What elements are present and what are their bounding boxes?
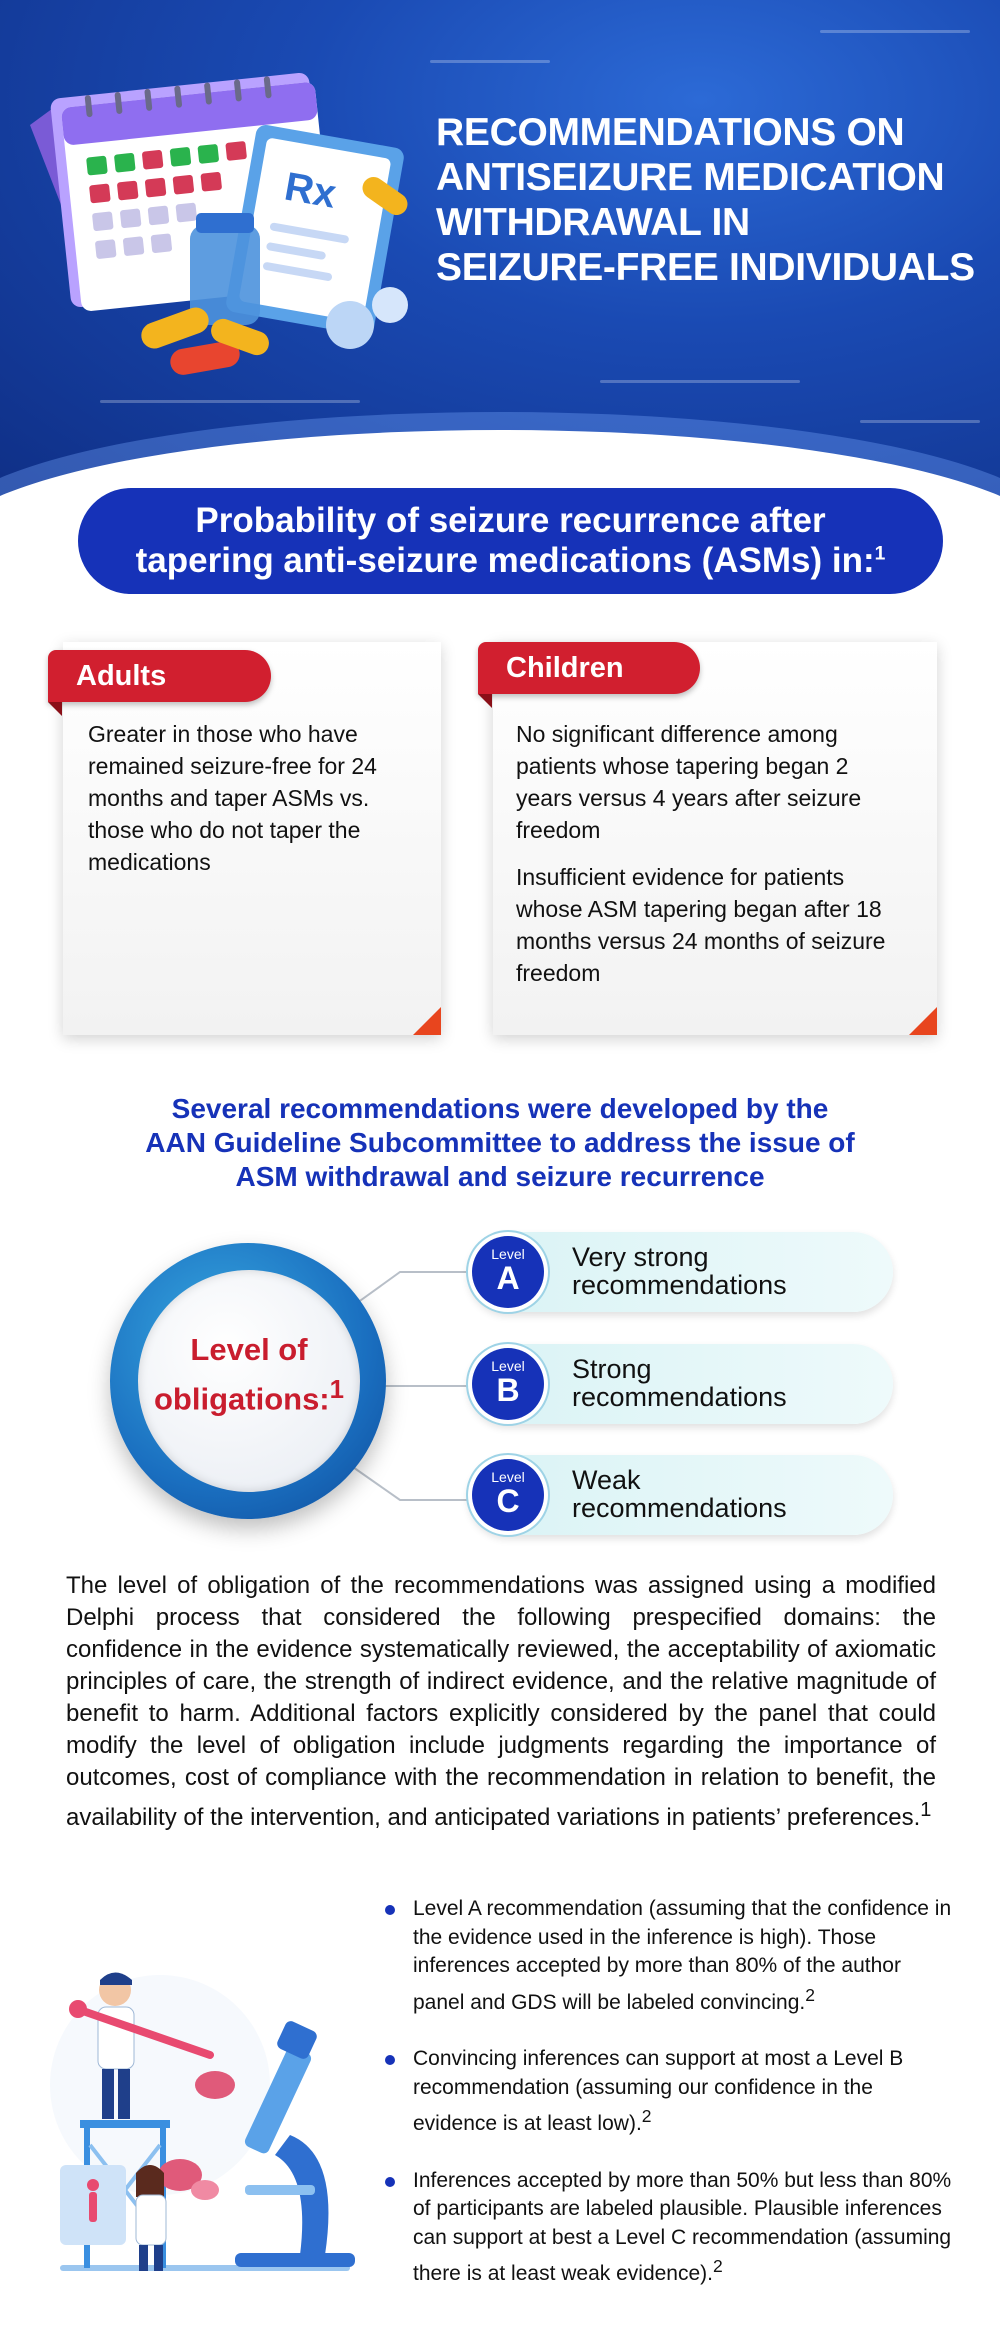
children-card-text: No significant difference among patients whose tapering began 2 years versus 4 years after seizure freedom Insufficient evidence for patients whose ASM tapering began after 18 months versus 24 months of seizure freedom — [516, 721, 886, 986]
header-banner — [0, 0, 1000, 500]
level-c-card — [468, 1455, 893, 1535]
level-b-text: Strong recommendations — [572, 1354, 787, 1412]
level-c-text: Weak recommendations — [572, 1465, 787, 1523]
footnote-ref: 2 — [713, 2256, 723, 2276]
footnote-ref: 2 — [641, 2106, 652, 2126]
title-line: ANTISEIZURE MEDICATION — [436, 156, 945, 199]
calendar-pills-illustration — [20, 55, 440, 375]
footnote-ref: 1 — [874, 543, 886, 565]
scientist-woman-icon — [136, 2165, 166, 2271]
rx-symbol: Rx — [281, 164, 340, 217]
scientists-microscope-illustration — [40, 1935, 370, 2295]
level-b-badge: Level B — [472, 1348, 544, 1420]
pill-bottle-icon — [190, 213, 260, 325]
title-line: SEIZURE-FREE INDIVIDUALS — [436, 246, 975, 289]
footnote-ref: 1 — [329, 1376, 345, 1404]
footnote-ref: 1 — [920, 1799, 932, 1821]
list-item: Inferences accepted by more than 50% but less than 80% of participants are labeled plausible. Plausible inferences can support at best a Level C recommendation (assuming there is at least weak evidence).$^2$ — [385, 2167, 955, 2289]
evidence-bullet-list — [385, 1895, 955, 2289]
adults-tab: Adults — [48, 650, 271, 702]
level-b-card — [468, 1344, 893, 1424]
banner-line-1: Probability of seizure recurrence after — [195, 501, 826, 540]
title-line: WITHDRAWAL IN — [436, 201, 750, 244]
obligation-paragraph: The level of obligation of the recommendations was assigned using a modified Delphi process that considered the following prespecified domains: the confidence in the evidence systematically reviewed, the acceptability of axiomatic principles of care, the strength of indirect evidence, and the relative magnitude of benefit to harm. Additional factors explicitly considered by the panel that could modify the level of obligation include judgments regarding the importance of outcomes, cost of compliance with the recommendation in relation to benefit, the availability of the intervention, and anticipated variations in patients’ preferences.$^1$ — [66, 1572, 936, 1831]
list-item: Convincing inferences can support at most a Level B recommendation (assuming our confidence in the evidence is at least low).$^2$ — [385, 2045, 955, 2139]
page-title — [436, 110, 996, 290]
anatomy-screen-icon — [60, 2165, 126, 2245]
children-tab: Children — [478, 642, 700, 694]
probability-banner — [78, 488, 943, 594]
level-a-badge: Level A — [472, 1236, 544, 1308]
adults-card-text: Greater in those who have remained seizure-free for 24 months and taper ASMs vs. those who do not taper the medications — [88, 721, 377, 875]
level-of-obligations-label: Level of obligations:$^1$ — [153, 1332, 345, 1417]
title-line: RECOMMENDATIONS ON — [436, 111, 905, 154]
recommendations-subheading: Several recommendations were developed by the AAN Guideline Subcommittee to address the issue of ASM withdrawal and seizure recurrence — [145, 1093, 855, 1192]
banner-line-2: tapering anti-seizure medications (ASMs) in:$^1$ — [135, 541, 886, 580]
level-a-card — [468, 1232, 893, 1312]
footnote-ref: 2 — [805, 1984, 815, 2005]
level-c-badge: Level C — [472, 1459, 544, 1531]
level-a-text: Very strong recommendations — [572, 1242, 787, 1300]
list-item: Level A recommendation (assuming that the confidence in the evidence used in the inference is high). Those inferences accepted by more than 80% of the author panel and GDS will be labeled convincing.$^2$ — [385, 1895, 955, 2017]
